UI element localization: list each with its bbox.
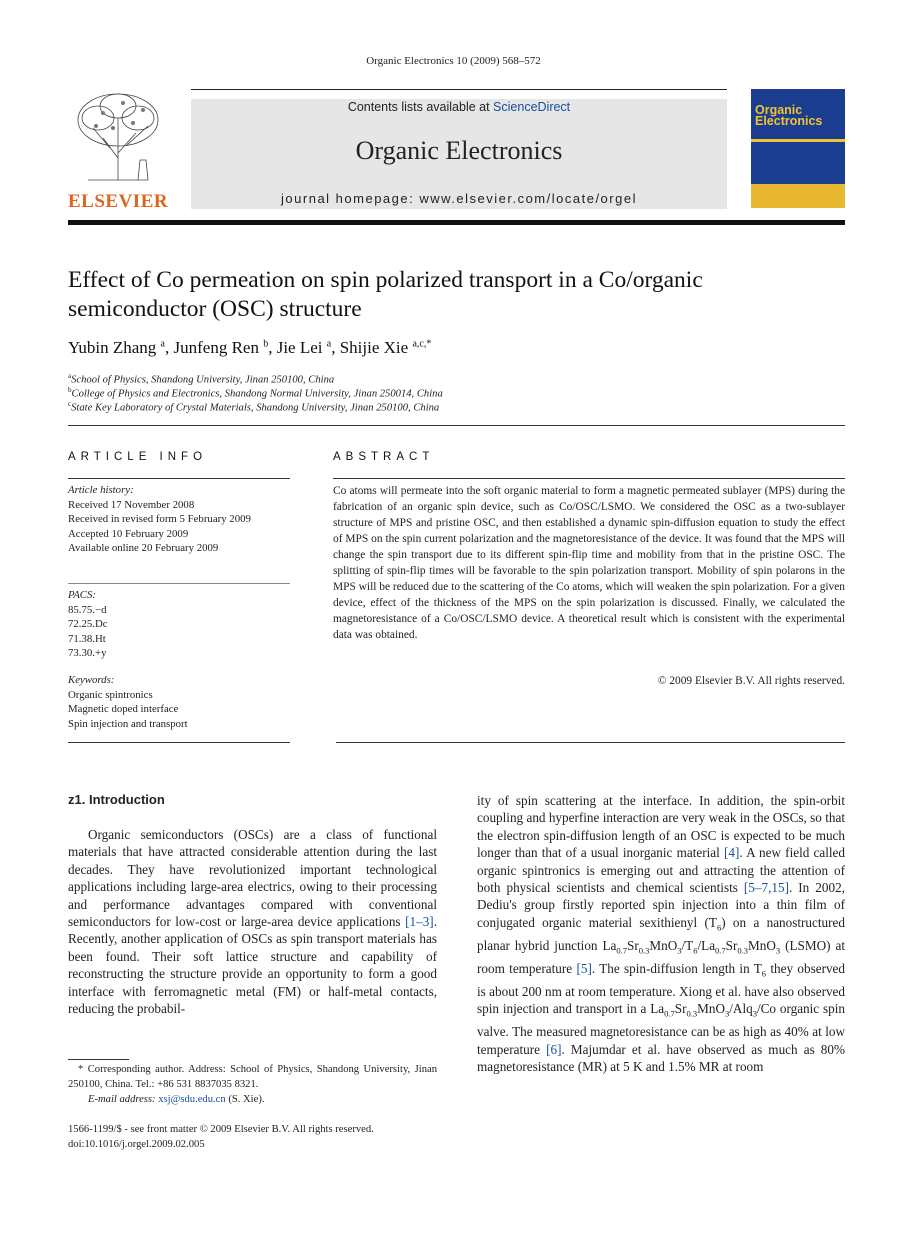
citation-link[interactable]: [1–3] bbox=[405, 914, 434, 930]
affiliation-sup: a bbox=[68, 372, 72, 380]
article-info-rule bbox=[68, 478, 290, 479]
keywords-block bbox=[68, 673, 188, 731]
intro-text: MnO bbox=[748, 937, 776, 953]
section-heading-introduction: z1. Introduction bbox=[68, 792, 165, 807]
article-history bbox=[68, 483, 251, 556]
history-item: Available online 20 February 2009 bbox=[68, 542, 219, 554]
pacs-item: 85.75.−d bbox=[68, 603, 107, 616]
affiliation-sup: c bbox=[68, 400, 72, 408]
cover-title-line1: Organic bbox=[755, 103, 803, 117]
pacs-block bbox=[68, 588, 108, 661]
intro-text: Sr bbox=[725, 937, 738, 953]
email-footnote bbox=[88, 1092, 265, 1107]
tree-logo-icon bbox=[68, 88, 168, 184]
subscript: 0.3 bbox=[737, 945, 749, 956]
history-rule bbox=[68, 583, 290, 584]
affiliation bbox=[68, 372, 334, 386]
abstract-copyright: © 2009 Elsevier B.V. All rights reserved. bbox=[657, 675, 845, 687]
citation-link[interactable]: [4] bbox=[723, 845, 740, 861]
intro-text: (LSMO) at room temperature bbox=[477, 937, 845, 976]
journal-homepage[interactable]: journal homepage: www.elsevier.com/locate/orgel bbox=[281, 191, 637, 206]
abstract-text: Co atoms will permeate into the soft organic material to form a magnetic permeated sublayer (MPS) during the fabrication of an organic spin device, such as Co/OSC/LSMO. We considered the OSC as a two-sublayer structure of MPS and pristine OSC, and then established a dynamic spin-diffusion equation to study the effect of MPS on the spin current polarization and the magnetoresistance of the device. It was found that the MPS will change the spin transport due to its different spin-flip time and mobility from that in the pristine OSC. The splitting of spin-flip times will be favorable to the spin polarization transport. Mobility of spin polarons in the MPS will be reduced due to the scattering of the Co atoms, which will weaken the spin polarization. For a given device, effect of the thickness of the MPS on the spin polarization is discussed. Finally, we calculated the magnetoresistance of a Co/OSC/LSMO device. A theoretical result which is consistent with the experimental data was obtained. bbox=[333, 485, 845, 641]
affiliation-sup: b bbox=[68, 386, 72, 394]
author-affil-sup[interactable]: a,c,* bbox=[412, 338, 432, 350]
subscript: 0.7 bbox=[715, 945, 726, 956]
title-line1: Effect of Co permeation on spin polarized transport in a Co/organic bbox=[68, 267, 703, 293]
journal-name: Organic Electronics bbox=[355, 136, 563, 165]
history-item: Received 17 November 2008 bbox=[68, 498, 195, 511]
intro-right-paragraph: ity of spin scattering at the interface. In addition, the spin-orbit coupling and hyperfine interaction are very weak in the OSCs, so that the electron spin-diffusion length of an OSC is expected to be much longer than that of a usual inorganic material [4]. A new field called organic spintronics is emerging out and attracting the attention of both physical scientists and chemical scientists [5–7,15]. In 2002, Dediu's group firstly reported spin injection into a thin film of conjugated organic material sexithienyl $(T_6)$ on a nanostructured planar hybrid junction $La_{0.7}Sr_{0.3}MnO_3/T_6/La_{0.7}Sr_{0.3}MnO_3$ (LSMO) at room temperature [5]. The spin-diffusion length in $T_6$ they observed is about 200 nm at room temperature. Xiong et al. have also observed spin injection and transport in a $La_{0.7}Sr_{0.3}MnO_3/Alq_3/Co$ organic spin valve. The measured magnetoresistance can be as high as 40% at low temperature [6]. Majumdar et al. have observed as much as 80% magnetoresistance (MR) at 5 K and 1.5% MR at room bbox=[477, 793, 845, 1075]
doi-line[interactable]: doi:10.1016/j.orgel.2009.02.005 bbox=[68, 1139, 205, 1150]
affiliation-text: State Key Laboratory of Crystal Materials, Shandong University, Jinan 250100, China bbox=[71, 402, 440, 414]
journal-cover bbox=[751, 89, 845, 208]
subscript: 0.3 bbox=[686, 1009, 698, 1020]
intro-text: /Alq bbox=[729, 1001, 753, 1017]
author-list: Yubin Zhang $^a$, Junfeng Ren $^b$, Jie Lei $^a$, Shijie Xie $^{a,c,*}$ bbox=[68, 338, 432, 357]
elsevier-wordmark: ELSEVIER bbox=[68, 191, 169, 212]
pacs-item: 73.30.+y bbox=[68, 647, 107, 659]
subscript: 6 bbox=[716, 922, 722, 933]
title-line2: semiconductor (OSC) structure bbox=[68, 296, 362, 322]
author-affil-sup[interactable]: b bbox=[263, 338, 269, 350]
email-label: E-mail address: bbox=[88, 1094, 159, 1105]
history-label: Article history: bbox=[68, 484, 134, 496]
email-suffix: (S. Xie). bbox=[225, 1094, 265, 1105]
affiliation-rule bbox=[68, 425, 845, 426]
intro-text: they observed is about 200 nm at room temperature. Xiong et al. have also observed spin injection and transport in a La bbox=[477, 960, 845, 1017]
author-name[interactable]: Yubin Zhang bbox=[68, 338, 157, 357]
footnote-rule bbox=[68, 1059, 129, 1060]
cover-title bbox=[755, 105, 822, 127]
citation-link[interactable]: [6] bbox=[546, 1041, 562, 1057]
keyword-item: Magnetic doped interface bbox=[68, 703, 179, 715]
history-item: Accepted 10 February 2009 bbox=[68, 527, 189, 540]
issn-line: 1566-1199/$ - see front matter © 2009 Elsevier B.V. All rights reserved. bbox=[68, 1124, 374, 1135]
abstract-rule bbox=[333, 478, 845, 479]
contents-prefix: Contents lists available at bbox=[347, 100, 494, 114]
intro-text: . Recently, another application of OSCs as spin transport materials has been found. Their soft lattice structure and capability of reconstructing the structure provide an opportunity to form a good interface with ferromagnetic metal (FM) or half-metal contacts, reducing the probabil- bbox=[68, 914, 437, 1017]
pacs-item: 71.38.Ht bbox=[68, 632, 106, 645]
elsevier-logo bbox=[68, 88, 168, 210]
intro-text: Sr bbox=[674, 1001, 687, 1017]
subscript: 0.7 bbox=[664, 1009, 675, 1020]
author-name[interactable]: Shijie Xie bbox=[339, 338, 409, 357]
header-top-rule bbox=[191, 89, 727, 90]
article-info-heading: ARTICLE INFO bbox=[68, 451, 208, 463]
citation-link[interactable]: [5] bbox=[576, 960, 592, 976]
contents-line bbox=[191, 100, 727, 114]
subscript: 0.7 bbox=[616, 945, 628, 956]
sciencedirect-link[interactable]: ScienceDirect bbox=[493, 100, 571, 114]
affiliation-text: College of Physics and Electronics, Shandong Normal University, Jinan 250014, China bbox=[71, 388, 443, 400]
intro-text: MnO bbox=[649, 937, 678, 953]
corresponding-footnote: * Corresponding author. Address: School of Physics, Shandong University, Jinan 250100, China. Tel.: +86 531 8837035 8321. bbox=[68, 1064, 437, 1090]
keyword-item: Spin injection and transport bbox=[68, 717, 188, 730]
cover-stripe bbox=[751, 139, 845, 142]
journal-citation: Organic Electronics 10 (2009) 568–572 bbox=[366, 55, 541, 67]
affiliation-text: School of Physics, Shandong University, Jinan 250100, China bbox=[71, 374, 335, 386]
subscript: 3 bbox=[775, 945, 781, 956]
journal-masthead bbox=[191, 99, 727, 209]
intro-text: Organic semiconductors (OSCs) are a class of functional materials that have attracted considerable attention during the last decades. They have revolutionized important technological applications including large-area electrics, owing to their processing and performance advantages compared with conventional semiconductors for low-cost or large-area device applications bbox=[68, 827, 437, 930]
intro-text: . The spin-diffusion length in T bbox=[591, 960, 762, 976]
author-name[interactable]: Junfeng Ren bbox=[173, 338, 259, 357]
history-item: Received in revised form 5 February 2009 bbox=[68, 513, 251, 525]
pacs-item: 72.25.Dc bbox=[68, 618, 108, 630]
keywords-label: Keywords: bbox=[68, 674, 115, 686]
affiliation bbox=[68, 400, 439, 414]
intro-text: . In 2002, Dediu's group firstly reported spin injection into a thin film of conjugated organic material sexithienyl (T bbox=[477, 880, 845, 930]
author-name[interactable]: Jie Lei bbox=[276, 338, 323, 357]
author-affil-sup[interactable]: a bbox=[160, 338, 165, 350]
subscript: 3 bbox=[677, 945, 682, 956]
subscript: 3 bbox=[725, 1009, 730, 1020]
subscript: 3 bbox=[752, 1009, 757, 1020]
header-thick-rule bbox=[68, 220, 845, 225]
email-link[interactable]: xsj@sdu.edu.cn bbox=[158, 1094, 226, 1105]
abstract-heading: ABSTRACT bbox=[333, 451, 435, 463]
cover-title-line2: Electronics bbox=[755, 114, 823, 128]
subscript: 0.3 bbox=[638, 945, 650, 956]
intro-text: ) on a nanostructured planar hybrid junction La bbox=[477, 914, 845, 953]
author-affil-sup[interactable]: a bbox=[326, 338, 332, 350]
cover-band bbox=[751, 184, 845, 208]
affiliation bbox=[68, 386, 443, 400]
subscript: 6 bbox=[693, 945, 698, 956]
intro-text: /Co organic spin valve. The measured magnetoresistance can be as high as 40% at low temperature bbox=[477, 1001, 845, 1057]
intro-text: MnO bbox=[697, 1001, 725, 1017]
citation-link[interactable]: [5–7,15] bbox=[743, 880, 789, 896]
intro-text: . A new field called organic spintronics is emerging out and attracting the attention of both physical scientists and chemical scientists bbox=[477, 845, 845, 896]
article-title bbox=[68, 266, 828, 324]
subscript: 6 bbox=[761, 968, 767, 979]
intro-left-paragraph bbox=[68, 826, 437, 1017]
abstract-bottom-rule bbox=[336, 742, 845, 743]
intro-text: ity of spin scattering at the interface. In addition, the spin-orbit coupling and hyperfine interaction are very weak in the OSCs, so that the electron spin-diffusion length of an OSC is expected to be much longer than that of a usual inorganic material bbox=[477, 793, 845, 861]
intro-text: . Majumdar et al. have observed as much as 80% magnetoresistance (MR) at 5 K and 1.5% MR at room bbox=[477, 1041, 845, 1075]
article-info-bottom-rule bbox=[68, 742, 290, 743]
keyword-item: Organic spintronics bbox=[68, 688, 153, 701]
intro-text: Sr bbox=[627, 937, 639, 953]
pacs-label: PACS: bbox=[68, 589, 96, 601]
